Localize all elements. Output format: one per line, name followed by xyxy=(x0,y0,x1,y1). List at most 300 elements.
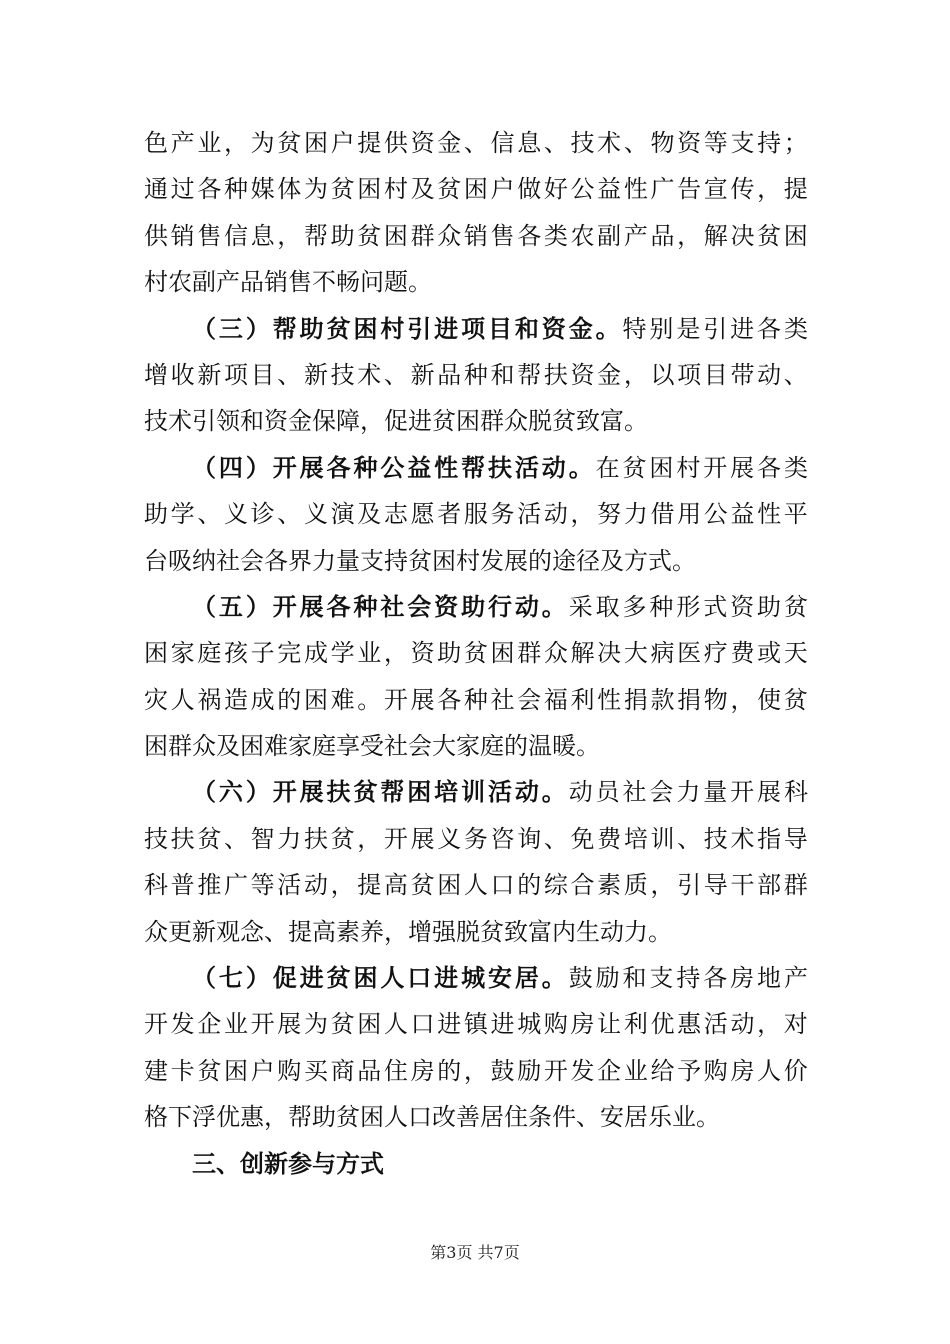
text-char: 费 xyxy=(730,639,755,668)
text-line xyxy=(144,538,808,584)
text-char: 进 xyxy=(299,964,324,993)
text-char: 供 xyxy=(383,129,408,157)
text-char: 新 xyxy=(303,360,328,389)
text-char: 不 xyxy=(312,268,336,297)
text-char: 三 xyxy=(192,1149,216,1178)
text-char: 房 xyxy=(410,1056,435,1085)
text-char: 各 xyxy=(326,592,351,621)
text-char: 普 xyxy=(170,871,195,900)
text-char: 困 xyxy=(353,314,378,343)
text-char: 口 xyxy=(490,871,515,900)
text-char: 品 xyxy=(650,221,675,250)
text-char: 会 xyxy=(517,685,542,714)
text-char: 导 xyxy=(703,871,728,900)
text-char: 五 xyxy=(218,592,243,621)
text-char: 改 xyxy=(432,1103,456,1132)
text-char: ， xyxy=(623,360,648,389)
text-char: 开 xyxy=(250,1010,275,1039)
text-char: 传 xyxy=(730,175,755,204)
text-char: 开 xyxy=(272,778,297,807)
text-char: 扶 xyxy=(170,824,195,853)
text-char: ， xyxy=(357,824,382,853)
text-char: 贫 xyxy=(480,917,504,946)
text-char: 式 xyxy=(360,1149,384,1178)
paragraph-heading-line xyxy=(144,445,808,491)
page-number-label: 第3页 共7页 xyxy=(430,1243,520,1262)
text-char: 人 xyxy=(170,685,195,714)
text-char: 信 xyxy=(490,129,515,157)
text-char: 开 xyxy=(703,453,728,482)
text-char: 技 xyxy=(330,360,355,389)
text-char: 庭 xyxy=(480,732,504,761)
text-char: 金 xyxy=(597,360,622,389)
text-char: 体 xyxy=(277,175,302,204)
text-char: 助 xyxy=(144,500,168,529)
text-char: 口 xyxy=(408,1103,432,1132)
text-char: 目 xyxy=(703,360,728,389)
text-char: 创 xyxy=(240,1149,264,1178)
text-char: 贫 xyxy=(353,778,378,807)
text-char: 纳 xyxy=(192,546,216,575)
text-char: 群 xyxy=(517,639,542,668)
text-char: ， xyxy=(677,221,702,250)
text-char: （ xyxy=(192,314,216,343)
text-char: 、 xyxy=(223,824,248,853)
text-char: 困 xyxy=(144,639,168,668)
text-char: 取 xyxy=(595,592,620,621)
text-char: 提 xyxy=(357,871,382,900)
text-char: 力 xyxy=(623,500,648,529)
text-char: 形 xyxy=(676,592,701,621)
text-char: 、 xyxy=(543,129,568,157)
text-char: 和 xyxy=(622,964,647,993)
text-char: 解 xyxy=(703,221,728,250)
text-char: 帮 xyxy=(380,778,405,807)
text-char: 品 xyxy=(240,268,264,297)
text-char: 新 xyxy=(410,360,435,389)
text-char: 各 xyxy=(517,221,542,250)
text-char: 格 xyxy=(144,1103,168,1132)
text-char: 企 xyxy=(197,1010,222,1039)
page-footer xyxy=(0,1240,950,1263)
text-char: 的 xyxy=(528,546,552,575)
text-char: 业 xyxy=(357,639,382,668)
text-char: 术 xyxy=(168,407,192,436)
text-char: 温 xyxy=(528,732,552,761)
text-char: 导 xyxy=(783,824,808,853)
text-char: 困 xyxy=(649,453,674,482)
text-char: 助 xyxy=(299,314,324,343)
text-char: 致 xyxy=(504,917,528,946)
text-char: 益 xyxy=(597,175,622,204)
text-char: 项 xyxy=(461,314,486,343)
text-char: 采 xyxy=(568,592,593,621)
text-char: 富 xyxy=(600,407,624,436)
text-char: 子 xyxy=(250,639,275,668)
text-char: 贫 xyxy=(197,1056,222,1085)
text-char: 产 xyxy=(623,221,648,250)
text-char: 动 xyxy=(730,1010,755,1039)
text-char: 展 xyxy=(299,778,324,807)
text-char: 持 xyxy=(757,129,782,157)
text-char: 保 xyxy=(312,407,336,436)
text-char: 帮 xyxy=(461,453,486,482)
text-char: 让 xyxy=(597,1010,622,1039)
text-char: （ xyxy=(192,964,216,993)
text-char: 各 xyxy=(703,964,728,993)
text-char: 社 xyxy=(380,592,405,621)
text-char: 资 xyxy=(410,129,435,157)
text-char: 贫 xyxy=(783,685,808,714)
text-char: 致 xyxy=(576,407,600,436)
text-char: 询 xyxy=(517,824,542,853)
text-line xyxy=(144,816,808,862)
text-char: 励 xyxy=(517,1056,542,1085)
text-char: 力 xyxy=(624,917,648,946)
text-char: 类 xyxy=(783,314,808,343)
text-char: 技 xyxy=(570,129,595,157)
text-char: 力 xyxy=(277,824,302,853)
text-char: 类 xyxy=(783,453,808,482)
text-char: 的 xyxy=(437,1056,462,1085)
text-char: 务 xyxy=(463,824,488,853)
text-line xyxy=(144,213,808,259)
text-char: 决 xyxy=(730,221,755,250)
text-char: 副 xyxy=(597,221,622,250)
text-char: 村 xyxy=(144,268,168,297)
text-char: 会 xyxy=(408,732,432,761)
text-char: 技 xyxy=(703,824,728,853)
text-char: 和 xyxy=(490,360,515,389)
text-char: 开 xyxy=(144,1010,168,1039)
text-char: 品 xyxy=(437,360,462,389)
text-char: 人 xyxy=(383,1010,408,1039)
text-char: 训 xyxy=(461,778,486,807)
text-char: 镇 xyxy=(463,1010,488,1039)
text-char: 培 xyxy=(434,778,459,807)
text-char: 资 xyxy=(730,592,755,621)
paragraph-heading-line xyxy=(144,306,808,352)
text-char: 、 xyxy=(197,500,222,529)
text-char: 目 xyxy=(487,314,512,343)
text-char: 过 xyxy=(170,175,195,204)
text-char: 媒 xyxy=(250,175,275,204)
text-char: 义 xyxy=(303,500,328,529)
text-char: 四 xyxy=(218,453,243,482)
text-char: 业 xyxy=(223,1010,248,1039)
text-char: 件 xyxy=(552,1103,576,1132)
text-char: 与 xyxy=(312,1149,336,1178)
text-char: 借 xyxy=(650,500,675,529)
text-char: 进 xyxy=(408,407,432,436)
text-char: 支 xyxy=(730,129,755,157)
text-line xyxy=(144,723,808,769)
text-char: 支 xyxy=(649,964,674,993)
text-line xyxy=(144,398,808,444)
text-char: 供 xyxy=(144,221,168,250)
text-char: 贫 xyxy=(357,221,382,250)
text-char: 各 xyxy=(757,453,782,482)
text-char: 技 xyxy=(144,824,168,853)
text-char: 暖 xyxy=(552,732,576,761)
text-char: 科 xyxy=(144,871,168,900)
text-line xyxy=(144,166,808,212)
text-char: 孩 xyxy=(223,639,248,668)
text-char: 乐 xyxy=(648,1103,672,1132)
text-char: 活 xyxy=(277,871,302,900)
text-char: 愿 xyxy=(410,500,435,529)
text-char: 贫 xyxy=(622,453,647,482)
text-char: 贫 xyxy=(783,592,808,621)
text-line xyxy=(144,259,808,305)
text-char: 助 xyxy=(330,221,355,250)
text-char: 贫 xyxy=(757,221,782,250)
text-char: 村 xyxy=(383,175,408,204)
text-char: 及 xyxy=(357,500,382,529)
text-char: 对 xyxy=(783,1010,808,1039)
text-char: 支 xyxy=(360,546,384,575)
text-char: ， xyxy=(730,685,755,714)
text-char: 。 xyxy=(541,964,566,993)
text-char: 商 xyxy=(330,1056,355,1085)
text-char: 会 xyxy=(240,546,264,575)
text-char: 三 xyxy=(218,314,243,343)
text-char: 量 xyxy=(703,778,728,807)
text-char: 脱 xyxy=(456,917,480,946)
text-char: 公 xyxy=(380,453,405,482)
text-char: 疗 xyxy=(703,639,728,668)
text-char: 发 xyxy=(480,546,504,575)
text-char: 安 xyxy=(487,964,512,993)
text-char: 性 xyxy=(623,175,648,204)
text-char: 力 xyxy=(312,546,336,575)
text-char: 多 xyxy=(622,592,647,621)
text-char: 行 xyxy=(487,592,512,621)
text-char: 持 xyxy=(676,964,701,993)
text-char: 业 xyxy=(197,129,222,157)
text-char: 径 xyxy=(576,546,600,575)
text-char: 各 xyxy=(264,546,288,575)
text-char: 服 xyxy=(463,500,488,529)
text-char: 贫 xyxy=(437,175,462,204)
text-char: 医 xyxy=(677,639,702,668)
text-char: 养 xyxy=(360,917,384,946)
text-char: 款 xyxy=(650,685,675,714)
text-char: 助 xyxy=(757,592,782,621)
text-char: 会 xyxy=(649,778,674,807)
text-char: 各 xyxy=(326,453,351,482)
text-char: 卡 xyxy=(170,1056,195,1085)
text-char: 方 xyxy=(624,546,648,575)
text-char: 。 xyxy=(408,268,432,297)
text-char: 贫 xyxy=(408,546,432,575)
text-char: 目 xyxy=(250,360,275,389)
text-char: 念 xyxy=(240,917,264,946)
text-char: 众 xyxy=(144,917,168,946)
text-char: 强 xyxy=(432,917,456,946)
text-char: 、 xyxy=(677,824,702,853)
text-char: 售 xyxy=(288,268,312,297)
text-char: 性 xyxy=(434,453,459,482)
text-char: 持 xyxy=(384,546,408,575)
text-char: 助 xyxy=(437,639,462,668)
text-char: 益 xyxy=(730,500,755,529)
text-char: 决 xyxy=(597,639,622,668)
text-char: 咨 xyxy=(490,824,515,853)
text-char: 畅 xyxy=(336,268,360,297)
text-char: 贫 xyxy=(326,964,351,993)
text-char: 开 xyxy=(272,453,297,482)
text-char: 志 xyxy=(383,500,408,529)
text-char: 村 xyxy=(380,314,405,343)
text-char: 住 xyxy=(504,1103,528,1132)
text-char: 色 xyxy=(144,129,168,157)
text-char: 界 xyxy=(288,546,312,575)
text-char: 资 xyxy=(677,129,702,157)
text-char: 利 xyxy=(623,1010,648,1039)
text-char: 种 xyxy=(353,592,378,621)
text-char: 的 xyxy=(504,732,528,761)
text-char: 助 xyxy=(312,1103,336,1132)
text-char: 带 xyxy=(730,360,755,389)
text-char: 鼓 xyxy=(490,1056,515,1085)
text-char: 费 xyxy=(597,824,622,853)
text-char: 销 xyxy=(170,221,195,250)
text-char: 给 xyxy=(650,1056,675,1085)
text-char: 帮 xyxy=(517,360,542,389)
text-char: 建 xyxy=(144,1056,168,1085)
text-char: 庭 xyxy=(197,639,222,668)
text-char: ， xyxy=(570,500,595,529)
text-char: 进 xyxy=(434,964,459,993)
text-char: ； xyxy=(783,129,808,157)
text-char: 贫 xyxy=(410,871,435,900)
text-char: 村 xyxy=(676,453,701,482)
text-char: 提 xyxy=(288,917,312,946)
text-char: 产 xyxy=(216,268,240,297)
text-char: 村 xyxy=(456,546,480,575)
text-char: 脱 xyxy=(528,407,552,436)
text-line xyxy=(144,862,808,908)
text-line xyxy=(144,677,808,723)
text-char: 社 xyxy=(216,546,240,575)
text-char: 群 xyxy=(480,407,504,436)
text-char: 条 xyxy=(528,1103,552,1132)
text-char: 息 xyxy=(517,129,542,157)
text-char: 诊 xyxy=(250,500,275,529)
text-char: 困 xyxy=(432,546,456,575)
text-char: 科 xyxy=(783,778,808,807)
text-char: 使 xyxy=(757,685,782,714)
text-char: 演 xyxy=(330,500,355,529)
text-char: 、 xyxy=(277,360,302,389)
text-char: 、 xyxy=(264,917,288,946)
text-char: 问 xyxy=(360,268,384,297)
text-char: 病 xyxy=(650,639,675,668)
text-char: 。 xyxy=(624,407,648,436)
text-char: 开 xyxy=(272,592,297,621)
text-char: 是 xyxy=(676,314,701,343)
text-char: 增 xyxy=(408,917,432,946)
text-char: 口 xyxy=(410,1010,435,1039)
text-char: 进 xyxy=(434,314,459,343)
text-char: ， xyxy=(384,917,408,946)
text-char: 困 xyxy=(303,685,328,714)
text-char: 活 xyxy=(487,778,512,807)
text-char: 义 xyxy=(437,824,462,853)
text-line xyxy=(144,630,808,676)
text-char: ， xyxy=(757,1010,782,1039)
paragraph-heading-line xyxy=(144,955,808,1001)
text-char: 提 xyxy=(357,129,382,157)
text-char: 家 xyxy=(456,732,480,761)
text-char: 困 xyxy=(383,221,408,250)
text-char: 困 xyxy=(407,778,432,807)
text-char: 困 xyxy=(223,1056,248,1085)
text-line xyxy=(144,909,808,955)
text-char: 资 xyxy=(264,407,288,436)
text-char: ， xyxy=(360,407,384,436)
text-char: 户 xyxy=(330,129,355,157)
text-char: 学 xyxy=(170,500,195,529)
text-char: 综 xyxy=(543,871,568,900)
text-char: 活 xyxy=(517,500,542,529)
text-char: 、 xyxy=(277,500,302,529)
text-char: 购 xyxy=(277,1056,302,1085)
text-char: 义 xyxy=(223,500,248,529)
text-char: 困 xyxy=(783,221,808,250)
text-char: 售 xyxy=(490,221,515,250)
text-char: 贫 xyxy=(330,824,355,853)
text-char: 式 xyxy=(648,546,672,575)
text-char: 、 xyxy=(623,129,648,157)
text-char: 和 xyxy=(514,314,539,343)
text-char: 困 xyxy=(353,964,378,993)
text-char: 灾 xyxy=(144,685,168,714)
text-char: 开 xyxy=(383,824,408,853)
text-char: 展 xyxy=(299,453,324,482)
text-char: 培 xyxy=(623,824,648,853)
text-char: 浮 xyxy=(192,1103,216,1132)
text-char: 以 xyxy=(650,360,675,389)
text-char: ， xyxy=(223,129,248,157)
text-char: 城 xyxy=(461,964,486,993)
text-char: 技 xyxy=(144,407,168,436)
text-char: 。 xyxy=(648,917,672,946)
text-char: 努 xyxy=(597,500,622,529)
text-char: 者 xyxy=(437,500,462,529)
text-char: 务 xyxy=(490,500,515,529)
text-char: 为 xyxy=(303,1010,328,1039)
text-char: 资 xyxy=(570,360,595,389)
paragraph-heading-line xyxy=(144,584,808,630)
text-char: 各 xyxy=(757,314,782,343)
text-char: 群 xyxy=(410,221,435,250)
text-char: 观 xyxy=(216,917,240,946)
text-char: 难 xyxy=(330,685,355,714)
text-char: 展 xyxy=(410,685,435,714)
text-char: 资 xyxy=(434,592,459,621)
text-char: 动 xyxy=(757,360,782,389)
text-char: 益 xyxy=(407,453,432,482)
text-char: 居 xyxy=(480,1103,504,1132)
text-char: ， xyxy=(650,871,675,900)
text-char: 家 xyxy=(170,639,195,668)
text-char: 城 xyxy=(517,1010,542,1039)
text-char: 家 xyxy=(288,732,312,761)
text-char: 动 xyxy=(568,778,593,807)
text-char: ， xyxy=(383,639,408,668)
